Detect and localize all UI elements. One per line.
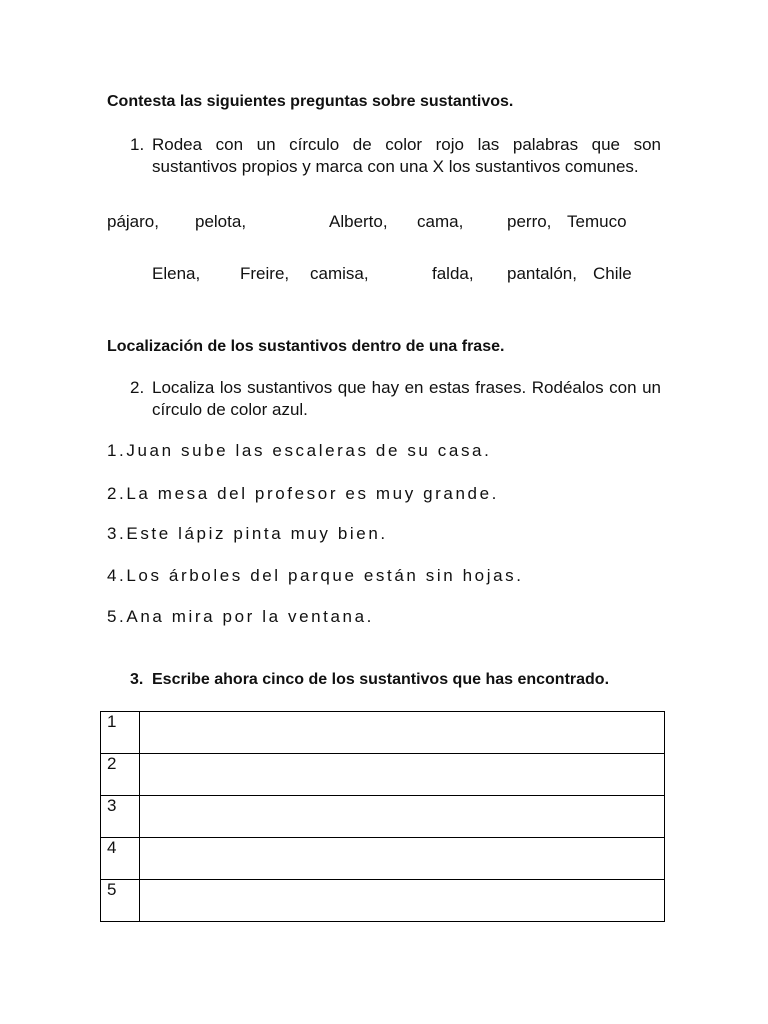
- question2-number: 2.: [130, 378, 145, 397]
- sentence-4: 4.Los árboles del parque están sin hojas.: [107, 566, 524, 585]
- word-row2-5: pantalón,: [507, 264, 577, 283]
- answer-row-number: 1: [101, 712, 140, 754]
- word-row1-4: cama,: [417, 212, 464, 231]
- word-row1-6: Temuco: [567, 212, 627, 231]
- answer-cell[interactable]: [140, 880, 665, 922]
- answer-row: [101, 796, 665, 838]
- word-row2-1: Elena,: [152, 264, 201, 283]
- answer-cell[interactable]: [140, 796, 665, 838]
- answer-row-number: 3: [101, 796, 140, 838]
- question1-text: Rodea con un círculo de color rojo las palabras que son sustantivos propios y marca con una X los sustantivos comunes.: [152, 135, 661, 176]
- section2-heading: Localización de los sustantivos dentro de una frase.: [107, 338, 505, 355]
- answer-row: [101, 712, 665, 754]
- sentence-1: 1.Juan sube las escaleras de su casa.: [107, 441, 492, 460]
- answer-row-number: 5: [101, 880, 140, 922]
- answer-row: [101, 880, 665, 922]
- word-row2-4: falda,: [432, 264, 474, 283]
- answer-cell[interactable]: [140, 712, 665, 754]
- word-row1-5: perro,: [507, 212, 552, 231]
- sentence-5: 5.Ana mira por la ventana.: [107, 607, 374, 626]
- answer-cell[interactable]: [140, 838, 665, 880]
- question2-text: Localiza los sustantivos que hay en estas frases. Rodéalos con un círculo de color azul.: [152, 378, 661, 419]
- answer-cell[interactable]: [140, 754, 665, 796]
- answer-row-number: 4: [101, 838, 140, 880]
- sentence-3: 3.Este lápiz pinta muy bien.: [107, 524, 388, 543]
- word-row1-2: pelota,: [195, 212, 247, 231]
- section1-heading: Contesta las siguientes preguntas sobre sustantivos.: [107, 93, 514, 110]
- word-row1-1: pájaro,: [107, 212, 159, 231]
- sentence-2: 2.La mesa del profesor es muy grande.: [107, 484, 499, 503]
- question1-number: 1.: [130, 135, 145, 154]
- word-row2-3: camisa,: [310, 264, 369, 283]
- answer-row: [101, 838, 665, 880]
- word-row1-3: Alberto,: [329, 212, 388, 231]
- answer-row-number: 2: [101, 754, 140, 796]
- question3-text: Escribe ahora cinco de los sustantivos que has encontrado.: [152, 671, 610, 688]
- question3-number: 3.: [130, 671, 144, 688]
- word-row2-6: Chile: [593, 264, 632, 283]
- answer-row: [101, 754, 665, 796]
- word-row2-2: Freire,: [240, 264, 290, 283]
- answer-table: [100, 711, 665, 922]
